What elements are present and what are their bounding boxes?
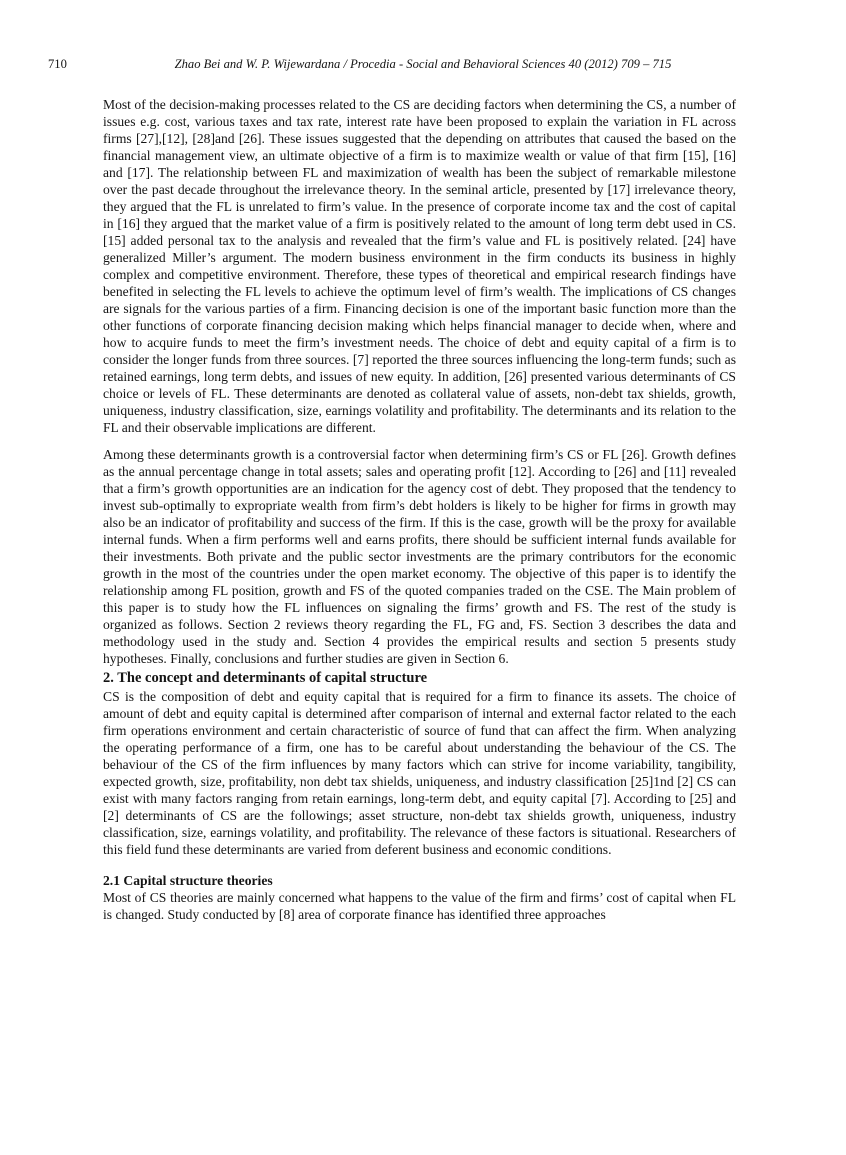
page-number: 710 (48, 57, 67, 71)
page-header (0, 56, 846, 74)
article-body (103, 96, 736, 923)
section-2-1-heading: 2.1 Capital structure theories (103, 873, 273, 888)
section-2-paragraph: CS is the composition of debt and equity capital that is required for a firm to finance its assets. The choice of amount of debt and equity capital is determined after comparison of internal and external factor related to the each firm operations environment and certain characteristic of source of fund that can affect the firm. When analyzing the operating performance of a firm, one has to be careful about understanding the behaviour of the CS. The behaviour of the CS of the firm influences by many factors which can strive for income variability, tangibility, expected growth, size, profitability, non debt tax shields, uniqueness, and industry classification [25]1nd [2] CS can exist with many factors ranging from retain earnings, long-term debt, and equity capital [7]. According to [25] and [2] determinants of CS are the followings; asset structure, non-debt tax shields growth, uniqueness, industry classification, size, earnings volatility, and profitability. The relevance of these factors is situational. Researchers of this field fund these determinants are varied from deferent business and economic conditions. (103, 689, 736, 857)
body-paragraph-intro-2: Among these determinants growth is a controversial factor when determining firm’s CS or FL [26]. Growth defines as the annual percentage change in total assets; sales and operating profit [12]. According to [26] and [11] revealed that a firm’s growth opportunities are an indication for the agency cost of debt. They proposed that the tendency to invest sub-optimally to expropriate wealth from firm’s debt holders is likely to be higher for firms in growth may also be an indicator of profitability and success of the firm. If this is the case, growth will be the proxy for available internal funds. When a firm performs well and earns profits, there should be sufficient internal funds available for their investments. Both private and the public sector investments are the primary contributors for the economic growth in the most of the countries under the open market economy. The objective of this paper is to identify the relationship among FL position, growth and FS of the quoted companies traded on the CSE. The Main problem of this paper is to study how the FL influences on signaling the firms’ growth and FS. The rest of the study is organized as follows. Section 2 reviews theory regarding the FL, FG and, FS. Section 3 describes the data and methodology used in the study and. Section 4 provides the empirical results and section 5 presents study hypotheses. Finally, conclusions and further studies are given in Section 6. (103, 447, 736, 666)
running-head: Zhao Bei and W. P. Wijewardana / Procedia - Social and Behavioral Sciences 40 (2012) 709 – 715 (174, 57, 672, 71)
section-2-heading: 2. The concept and determinants of capital structure (103, 670, 428, 686)
section-2-1-paragraph: Most of CS theories are mainly concerned what happens to the value of the firm and firms’ cost of capital when FL is changed. Study conducted by [8] area of corporate finance has identified three approaches (103, 890, 736, 922)
body-paragraph-intro-1: Most of the decision-making processes related to the CS are deciding factors when determining the CS, a number of issues e.g. cost, various taxes and tax rate, interest rate have been proposed to explain the variation in FL across firms [27],[12], [28]and [26]. These issues suggested that the depending on attributes that caused the based on the financial management view, an ultimate objective of a firm is to maximize wealth or value of that firm [15], [16] and [17]. The relationship between FL and maximization of wealth has been the subject of remarkable milestone over the past decade throughout the irrelevance theory. In the seminal article, presented by [17] irrelevance theory, they argued that the FL is unrelated to firm’s value. In the presence of corporate income tax and the cost of capital in [16] they argued that the market value of a firm is positively related to the amount of long term debt used in CS. [15] added personal tax to the analysis and revealed that the firm’s value and FL is positively related. [24] have generalized Miller’s argument. The modern business environment in the firm conducts its business in highly complex and competitive environment. Therefore, these types of theoretical and empirical research findings have benefited in selecting the FL levels to achieve the optimum level of firm’s wealth. The implications of CS changes are signals for the various parties of a firm. Financing decision is one of the important basic function more than the other functions of corporate financing decision making which helps financial manager to decide when, where and how to acquire funds to meet the firm’s investment needs. The choice of debt and equity capital of a firm is to consider the longer funds from three sources. [7] reported the three sources influencing the long-term funds; such as retained earnings, long term debts, and issues of new equity. In addition, [26] presented various determinants of CS choice or levels of FL. These determinants are denoted as collateral value of assets, non-debt tax shields, growth, uniqueness, industry classification, size, earnings volatility and profitability. The determinants and its relation to the FL and their observable implications are different. (103, 97, 736, 435)
